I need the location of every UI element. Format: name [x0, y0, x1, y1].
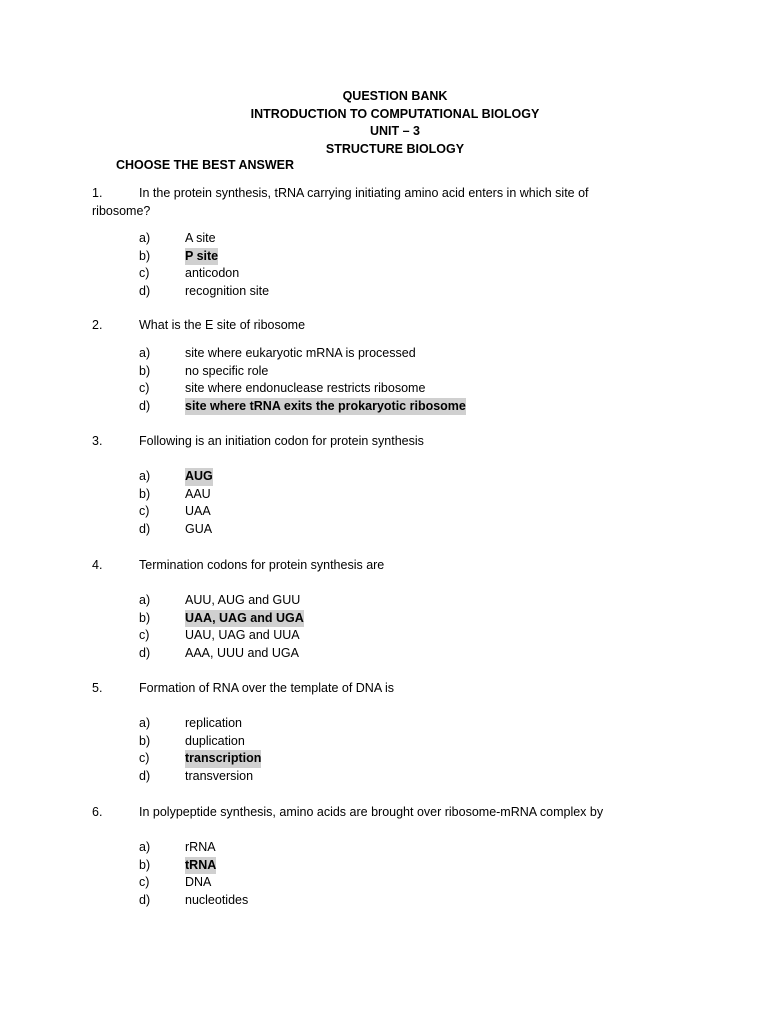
question-number: 2. — [92, 318, 103, 332]
option-text: UAU, UAG and UUA — [185, 628, 300, 642]
option-text: site where eukaryotic mRNA is processed — [185, 346, 416, 360]
question-text: Following is an initiation codon for protein synthesis — [139, 434, 424, 448]
question-4 — [92, 557, 652, 575]
question-3 — [92, 433, 652, 451]
option-label: a) — [139, 346, 151, 360]
header-title: QUESTION BANK — [342, 89, 448, 103]
option-text: nucleotides — [185, 892, 249, 907]
option-label: a) — [139, 231, 151, 245]
option-label: c) — [139, 266, 150, 280]
option-label: c) — [139, 504, 150, 518]
option-text-highlighted: site where tRNA exits the prokaryotic ribosome — [185, 398, 466, 416]
option-text: no specific role — [185, 363, 269, 378]
question-text: In polypeptide synthesis, amino acids are brought over ribosome-mRNA complex by — [139, 805, 604, 819]
option-text: rRNA — [185, 840, 216, 854]
option-label: b) — [139, 610, 151, 625]
question-number: 4. — [92, 558, 103, 572]
option-text: AAA, UUU and UGA — [185, 645, 299, 660]
option-label: d) — [139, 892, 151, 907]
question-text: What is the E site of ribosome — [139, 318, 306, 332]
option-text: AAU — [185, 486, 211, 501]
option-text: GUA — [185, 521, 213, 536]
option-label: a) — [139, 593, 151, 607]
option-text-highlighted: UAA, UAG and UGA — [185, 610, 304, 628]
option-label: c) — [139, 751, 150, 765]
option-label: b) — [139, 363, 151, 378]
option-text: DNA — [185, 875, 212, 889]
question-text: Formation of RNA over the template of DNA is — [139, 681, 394, 695]
option-text: A site — [185, 231, 216, 245]
instruction-heading: CHOOSE THE BEST ANSWER — [116, 158, 295, 172]
option-label: a) — [139, 716, 151, 730]
option-text: duplication — [185, 733, 245, 748]
option-label: a) — [139, 469, 151, 483]
option-text-highlighted: tRNA — [185, 857, 216, 875]
question-number: 3. — [92, 434, 103, 448]
header-unit: UNIT – 3 — [369, 124, 420, 138]
option-label: d) — [139, 283, 151, 298]
option-label: a) — [139, 840, 151, 854]
option-text-highlighted: transcription — [185, 750, 261, 768]
question-2 — [92, 317, 652, 335]
option-label: c) — [139, 381, 150, 395]
option-text-highlighted: AUG — [185, 468, 213, 486]
option-label: b) — [139, 733, 151, 748]
option-text: transversion — [185, 768, 254, 783]
option-label: b) — [139, 857, 151, 872]
question-6 — [92, 804, 652, 822]
option-label: b) — [139, 486, 151, 501]
option-label: d) — [139, 521, 151, 536]
option-text: site where endonuclease restricts ribosome — [185, 381, 426, 395]
question-text: Termination codons for protein synthesis are — [139, 558, 385, 572]
document-header — [0, 88, 768, 158]
option-text: UAA — [185, 504, 211, 518]
option-text: recognition site — [185, 283, 270, 298]
question-number: 5. — [92, 681, 103, 695]
header-topic: STRUCTURE BIOLOGY — [325, 141, 465, 156]
option-label: d) — [139, 398, 151, 413]
option-label: c) — [139, 628, 150, 642]
option-label: b) — [139, 248, 151, 263]
question-number: 1. — [92, 186, 103, 200]
question-text-wrap: ribosome? — [92, 203, 151, 218]
option-label: c) — [139, 875, 150, 889]
question-number: 6. — [92, 805, 103, 819]
question-text: In the protein synthesis, tRNA carrying initiating amino acid enters in which site of — [139, 186, 589, 200]
option-text: AUU, AUG and GUU — [185, 593, 301, 607]
option-label: d) — [139, 768, 151, 783]
header-course: INTRODUCTION TO COMPUTATIONAL BIOLOGY — [250, 106, 540, 121]
question-1 — [92, 185, 652, 220]
option-text-highlighted: P site — [185, 248, 218, 266]
option-label: d) — [139, 645, 151, 660]
option-text: anticodon — [185, 266, 240, 280]
question-5 — [92, 680, 652, 698]
option-text: replication — [185, 716, 242, 730]
